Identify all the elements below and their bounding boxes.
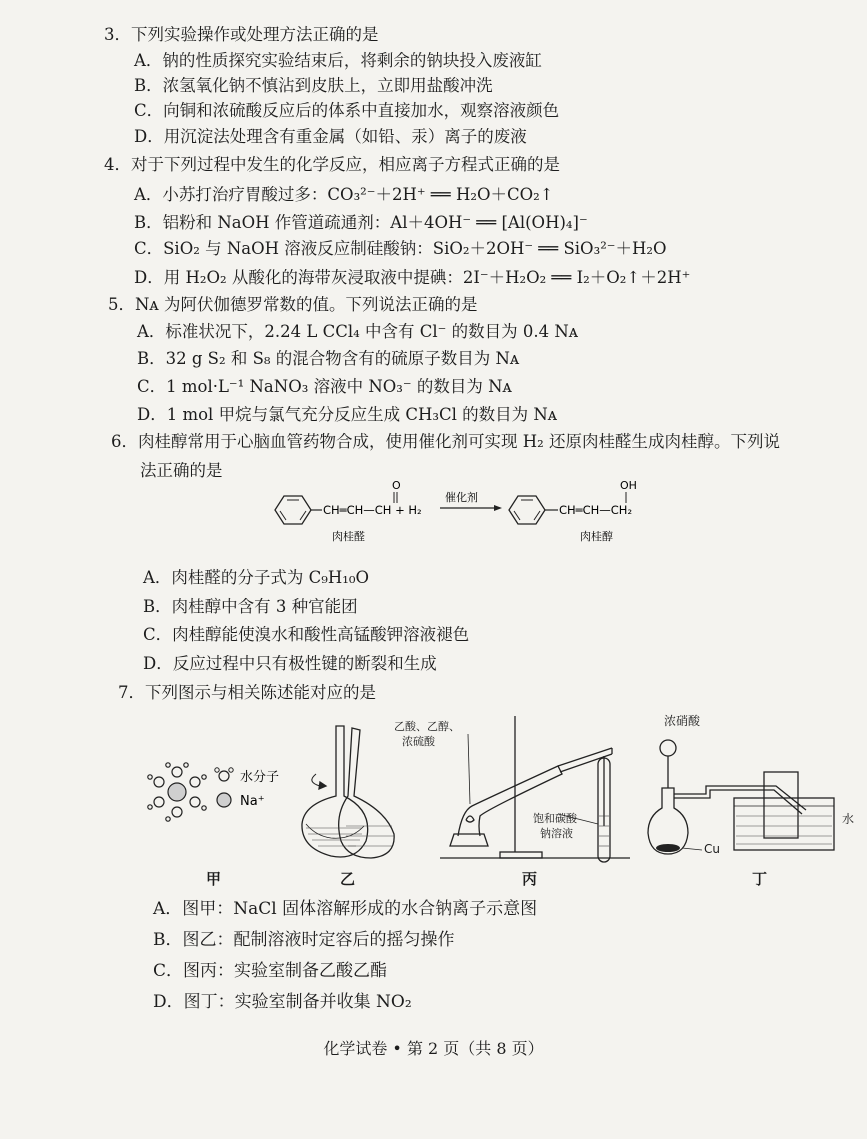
q3-option-c: C．向铜和浓硫酸反应后的体系中直接加水，观察溶液颜色: [134, 101, 560, 120]
q6-option-b: B．肉桂醇中含有 3 种官能团: [143, 597, 358, 616]
q7-option-a: A．图甲：NaCl 固体溶解形成的水合钠离子示意图: [153, 899, 538, 919]
q5-option-d: D．1 mol 甲烷与氯气充分反应生成 CH₃Cl 的数目为 Nᴀ: [137, 405, 558, 424]
fig-c-label: 丙: [522, 870, 538, 888]
q3-option-d: D．用沉淀法处理含有重金属（如铅、汞）离子的废液: [134, 127, 527, 146]
reactant-formula: CH═CH—CH + H₂: [323, 503, 422, 517]
product-formula: CH═CH—CH₂: [559, 503, 633, 517]
q5-stem: 5．Nᴀ 为阿伏伽德罗常数的值。下列说法正确的是: [108, 295, 478, 314]
carbonyl-oxygen: O: [392, 479, 401, 492]
benzene-ring-left: [275, 496, 322, 524]
fig-b-label: 乙: [340, 870, 356, 888]
reactant-name: 肉桂醛: [332, 530, 365, 543]
q4-stem: 4．对于下列过程中发生的化学反应，相应离子方程式正确的是: [104, 155, 560, 174]
reaction-scheme: [262, 474, 682, 546]
figure-d-no2-apparatus: [646, 728, 846, 863]
catalyst-label: 催化剂: [445, 491, 478, 504]
page-footer: 化学试卷 • 第 2 页（共 8 页）: [323, 1039, 544, 1058]
q6-option-c: C．肉桂醇能使溴水和酸性高锰酸钾溶液褪色: [143, 625, 470, 644]
q7-stem: 7．下列图示与相关陈述能对应的是: [118, 683, 376, 702]
q7-option-c: C．图丙：实验室制备乙酸乙酯: [153, 961, 388, 981]
arrow-head: [494, 505, 502, 511]
sodium-ion-legend-icon: [217, 793, 231, 807]
fig-d-cu-label: Cu: [704, 842, 720, 856]
fig-d-label: 丁: [752, 870, 768, 888]
fig-c-reagents-label-2: 浓硫酸: [402, 735, 435, 748]
q4-option-d: D．用 H₂O₂ 从酸化的海带灰浸取液中提碘：2I⁻＋H₂O₂ ══ I₂＋O₂↑＋2H⁺: [134, 268, 691, 287]
q3-option-a: A．钠的性质探究实验结束后，将剩余的钠块投入废液缸: [134, 51, 542, 70]
water-molecule-label: 水分子: [240, 770, 280, 785]
q6-stem-continued: 法正确的是: [140, 461, 223, 480]
q5-option-a: A．标准状况下，2.24 L CCl₄ 中含有 Cl⁻ 的数目为 0.4 Nᴀ: [137, 322, 579, 341]
q3-stem: 3．下列实验操作或处理方法正确的是: [104, 25, 379, 44]
q5-option-b: B．32 g S₂ 和 S₈ 的混合物含有的硫原子数目为 Nᴀ: [137, 349, 520, 368]
fig-d-acid-label: 浓硝酸: [664, 714, 701, 728]
q3-option-b: B．浓氢氧化钠不慎沾到皮肤上，立即用盐酸冲洗: [134, 76, 493, 95]
sodium-ion-label: Na⁺: [240, 794, 265, 809]
q6-stem: 6．肉桂醇常用于心脑血管药物合成，使用催化剂可实现 H₂ 还原肉桂醛生成肉桂醇。下列说: [111, 432, 780, 451]
q7-option-b: B．图乙：配制溶液时定容后的摇匀操作: [153, 930, 455, 950]
benzene-ring-right: [509, 496, 558, 524]
q6-option-a: A．肉桂醛的分子式为 C₉H₁₀O: [143, 568, 370, 587]
q6-option-d: D．反应过程中只有极性键的断裂和生成: [143, 654, 437, 673]
fig-c-solution-label-1: 饱和碳酸: [533, 812, 577, 825]
hydroxyl-group: OH: [620, 479, 637, 492]
q5-option-c: C．1 mol·L⁻¹ NaNO₃ 溶液中 NO₃⁻ 的数目为 Nᴀ: [137, 377, 512, 396]
product-name: 肉桂醇: [580, 530, 613, 543]
figure-b-flask-shaking: [296, 716, 406, 866]
fig-c-solution-label-2: 钠溶液: [540, 827, 573, 840]
fig-d-water-label: 水: [842, 812, 855, 826]
figure-c-ester-apparatus: [440, 706, 630, 866]
fig-c-reagents-label-1: 乙酸、乙醇、: [394, 720, 460, 733]
water-molecule-legend-icon: [215, 768, 233, 781]
q4-option-c: C．SiO₂ 与 NaOH 溶液反应制硅酸钠：SiO₂＋2OH⁻ ══ SiO₃²⁻＋H₂O: [134, 239, 667, 258]
fig-a-label: 甲: [206, 870, 222, 888]
q4-option-b: B．铝粉和 NaOH 作管道疏通剂：Al＋4OH⁻ ══ [Al(OH)₄]⁻: [134, 213, 588, 232]
figure-a-hydrated-ions: [140, 750, 290, 830]
q7-option-d: D．图丁：实验室制备并收集 NO₂: [153, 992, 412, 1012]
q4-option-a: A．小苏打治疗胃酸过多：CO₃²⁻＋2H⁺ ══ H₂O＋CO₂↑: [134, 185, 554, 204]
